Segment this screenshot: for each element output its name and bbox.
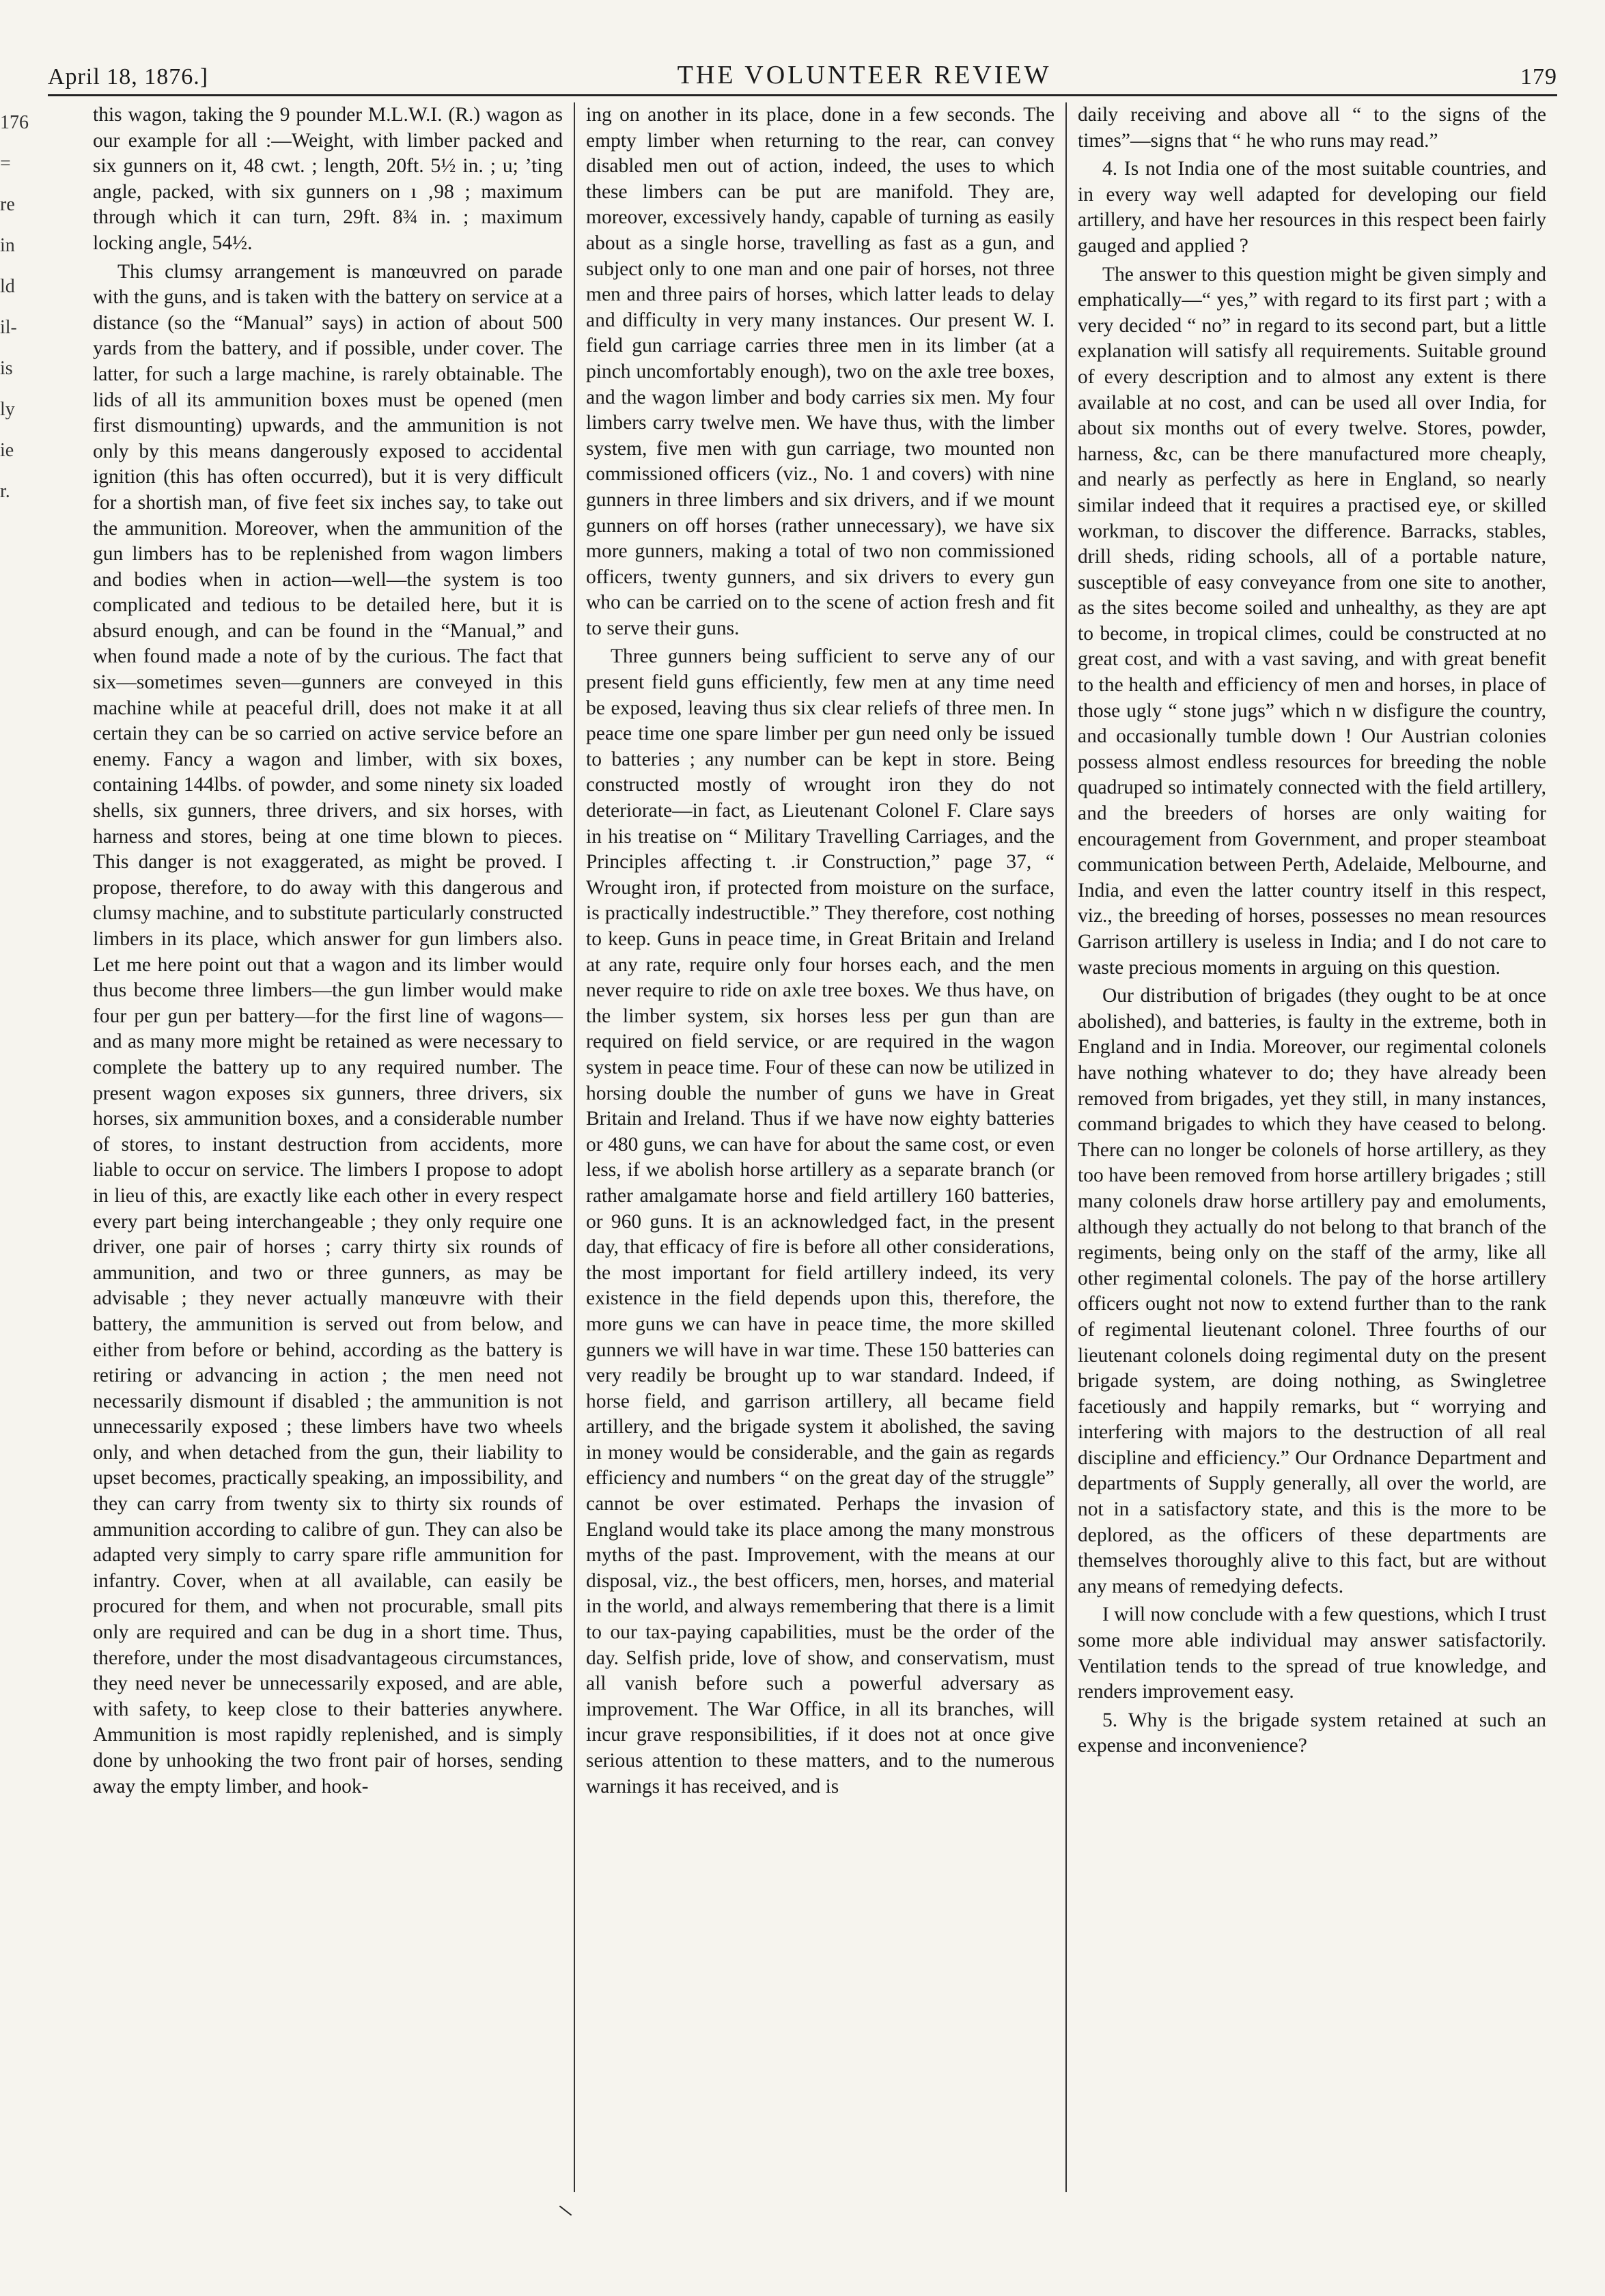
column-3-paragraph: The answer to this question might be given simply and emphatically—“ yes,” with regard to its first part ; with a very decided “ no” in regard to its second part, but a little explanation will satisfy all requirements. Suitable ground of every description and to almost any extent is there available at no cost, and can be used all over India, for about six months out of every twelve. Stores, powder, harness, &c, can be there manufactured more cheaply, and nearly as perfectly as here in England, so nearly similar indeed that it requires a practised eye, or skilled workman, to discover the difference. Barracks, stables, drill sheds, riding schools, all of a portable nature, susceptible of easy conveyance from one site to another, as the sites become soiled and unhealthy, as they are apt to become, in tropical climes, could be constructed at no great cost, and with a vast saving, and with great benefit to the health and efficiency of men and horses, in place of those ugly “ stone jugs” which n w disfigure the country, and occasionally tumble down ! Our Austrian colonies possess almost endless resources for breeding the noble quadruped so intimately connected with the field artillery, and the breeders of horses are only waiting for encouragement from Government, and proper steamboat communication between Perth, Adelaide, Melbourne, and India, and even the latter country itself in this respect, viz., the breeding of horses, possesses no mean resources Garrison artillery is useless in India; and I do not care to waste precious moments in arguing on this question.	[1078, 263, 1546, 979]
column-3-paragraph: Our distribution of brigades (they ought to be at once abolished), and batteries, is faulty in the extreme, both in England and in India. Moreover, our regimental colonels have nothing whatever to do; they have already been removed from brigades, yet they still, in many instances, command brigades to which they have ceased to belong. There can no longer be colonels of horse artillery, as they too have been removed from horse artillery brigades ; still many colonels draw horse artillery pay and emoluments, although they actually do not belong to that branch of the regiments, being only on the staff of the army, like all other regimental colonels. The pay of the horse artillery officers ought not now to extend further than to the rank of regimental lieutenant colonel. Three fourths of our lieutenant colonels doing regimental duty on the present brigade system, are doing nothing, as Swingletree facetiously and happily remarks, but “ worrying and interfering with majors to the destruction of all real discipline and efficiency.” Our Ordnance Department and departments of Supply generally, all over the world, are not in a satisfactory state, and this is the more to be deplored, as the officers of these departments are themselves thoroughly alive to this fact, but are without any means of remedying defects.	[1078, 985, 1546, 1597]
column-1	[82, 102, 574, 2192]
print-mark	[559, 2205, 572, 2215]
publication-title: THE VOLUNTEER REVIEW	[677, 61, 1052, 89]
column-3-paragraph: 5. Why is the brigade system retained at such an expense and inconvenience?	[1078, 1709, 1546, 1757]
article-columns	[82, 102, 1557, 2192]
page-header	[48, 49, 1557, 96]
page-number: 179	[1520, 64, 1557, 89]
column-3-paragraph: 4. Is not India one of the most suitable countries, and in every way well adapted for developing our field artillery, and have her resources in this respect been fairly gauged and applied ?	[1078, 158, 1546, 257]
header-date: April 18, 1876.]	[48, 64, 209, 89]
column-1-paragraph: This clumsy arrangement is manœuvred on parade with the guns, and is taken with the battery on service at a distance (so the “Manual” says) in action of about 500 yards from the battery, and if possible, under cover. The latter, for such a large machine, is rarely obtainable. The lids of all its ammunition boxes must be opened (men first dismounting) upwards, and the ammunition is not only by this means dangerously exposed to accidental ignition (this has often occurred), but it is very difficult for a shortish man, of five feet six inches say, to take out the ammunition. Moreover, when the ammunition of the gun limbers has to be replenished from wagon limbers and bodies when in action—well—the system is too complicated and tedious to be detailed here, but it is absurd enough, and can be found in the “Manual,” and when found made a note of by the curious. The fact that six—sometimes seven—gunners are conveyed in this machine while at peaceful drill, does not make it at all certain they can be so carried on active service before an enemy. Fancy a wagon and limber, with six boxes, containing 144lbs. of powder, and some ninety six loaded shells, six gunners, three drivers, and six horses, with harness and stores, being at one time blown to pieces. This danger is not exaggerated, as might be proved. I propose, therefore, to do away with this dangerous and clumsy machine, and to substitute particularly constructed limbers in its place, which answer for gun limbers also. Let me here point out that a wagon and its limber would thus become three limbers—the gun limber would make four per gun per battery—for the first line of wagons—and as many more might be retained as were necessary to complete the battery up to any required number. The present wagon exposes six gunners, three drivers, six horses, six ammunition boxes, and a considerable number of stores, to instant destruction from accidents, more liable to occur on service. The limbers I propose to adopt in lieu of this, are exactly like each other in every respect every part being interchangeable ; they only require one driver, one pair of horses ; carry thirty six rounds of ammunition, and two or three gunners, as may be advisable ; they never actually manœuvre with their battery, the ammunition is served out from below, and either from before or behind, according as the battery is retiring or advancing in action ; the men need not necessarily dismount if disabled ; the ammunition is not unnecessarily exposed ; these limbers have two wheels only, and when detached from the gun, their liability to upset becomes, practically speaking, an impossibility, and they can carry from twenty six to thirty six rounds of ammunition according to calibre of gun. They can also be adapted very simply to carry spare rifle ammunition for infantry. Cover, when at all available, can easily be procured for them, and when not procurable, small pits only are required and can be dug in a short time. Thus, therefore, under the most disadvantageous circumstances, they need never be unnecessarily exposed, and are able, with safety, to keep close to their batteries anywhere. Ammunition is most rapidly replenished, and is simply done by unhooking the two front pair of horses, sending away the empty limber, and hook-	[93, 260, 563, 1797]
column-2-paragraph: ing on another in its place, done in a few seconds. The empty limber when returning to the rear, can convey disabled men out of action, indeed, the uses to which these limbers can be put are manifold. They are, moreover, excessively handy, capable of turning as easily about as a single horse, travelling as fast as a gun, and subject only to one man and one pair of horses, not three men and three pairs of horses, which latter leads to delay and difficulty in very many instances. Our present W. I. field gun carriage carries three men in its limber (at a pinch uncomfortably enough), two on the axle tree boxes, and the wagon limber and body carries six men. My four limbers carry twelve men. We have thus, with the limber system, five men with gun carriage, two mounted non commissioned officers (viz., No. 1 and covers) with nine gunners in three limbers and six drivers, and if we mount gunners on off horses (rather unnecessary), we have six more gunners, making a total of two non commissioned officers, twenty gunners, and six drivers to every gun who can be carried on to the scene of action fresh and fit to serve their guns.	[586, 104, 1055, 639]
column-3	[1065, 102, 1557, 2192]
column-2-paragraph: Three gunners being sufficient to serve any of our present field guns efficiently, few men at any time need be exposed, leaving thus six clear reliefs of three men. In peace time one spare limber per gun need only be issued to batteries ; any number can be kept in store. Being constructed mostly of wrought iron they do not deteriorate—in fact, as Lieutenant Colonel F. Clare says in his treatise on “ Military Travelling Carriages, and the Principles affecting t. .ir Construction,” page 37, “ Wrought iron, if protected from moisture on the surface, is practically indestructible.” They therefore, cost nothing to keep. Guns in peace time, in Great Britain and Ireland at any rate, require only four horses each, and the men never require to ride on axle tree boxes. We thus have, on the limber system, six horses less per gun than are required on field service, or are required in the wagon system in peace time. Four of these can now be utilized in horsing double the number of guns we have in Great Britain and Ireland. Thus if we have now eighty batteries or 480 guns, we can have for about the same cost, or even less, if we abolish horse artillery as a separate branch (or rather amalgamate horse and field artillery 160 batteries, or 960 guns. It is an acknowledged fact, in the present day, that efficacy of fire is before all other considerations, the most important for field artillery indeed, its very existence in the field depends upon this, therefore, the more guns we can have in peace time, the more skilled gunners we will have in war time. These 150 batteries can very readily be brought up to war standard. Indeed, if horse field, and garrison artillery, all became field artillery, and the brigade system it abolished, the saving in money would be considerable, and the gain as regards efficiency and numbers “ on the great day of the struggle” cannot be over estimated. Perhaps the invasion of England would take its place among the many monstrous myths of the past. Improvement, with the means at our disposal, viz., the best officers, men, horses, and material in the world, and always remembering that there is a limit to our tax-paying capabilities, must be the order of the day. Selfish pride, love of show, and conservatism, must all vanish before such a powerful adversary as improvement. The War Office, in all its branches, will incur grave responsibilities, if it does not at once give serious attention to these matters, and to the numerous warnings it has received, and is	[586, 645, 1055, 1797]
column-1-paragraph: this wagon, taking the 9 pounder M.L.W.I. (R.) wagon as our example for all :—Weight, with limber packed and six gunners on it, 48 cwt. ; length, 20ft. 5½ in. ; u; ’ting angle, packed, with six gunners on ı ‚98 ; maximum through which it can turn, 29ft. 8¾ in. ; maximum locking angle, 54½.	[93, 104, 563, 254]
column-2	[574, 102, 1065, 2192]
column-3-paragraph: daily receiving and above all “ to the signs of the times”—signs that “ he who runs may read.”	[1078, 104, 1546, 152]
column-3-paragraph: I will now conclude with a few questions, which I trust some more able individual may answer satisfactorily. Ventilation tends to the spread of true knowledge, and renders improvement easy.	[1078, 1604, 1546, 1703]
left-margin-fragment: 176 = re in ld il- is ly ie r.	[0, 112, 29, 502]
